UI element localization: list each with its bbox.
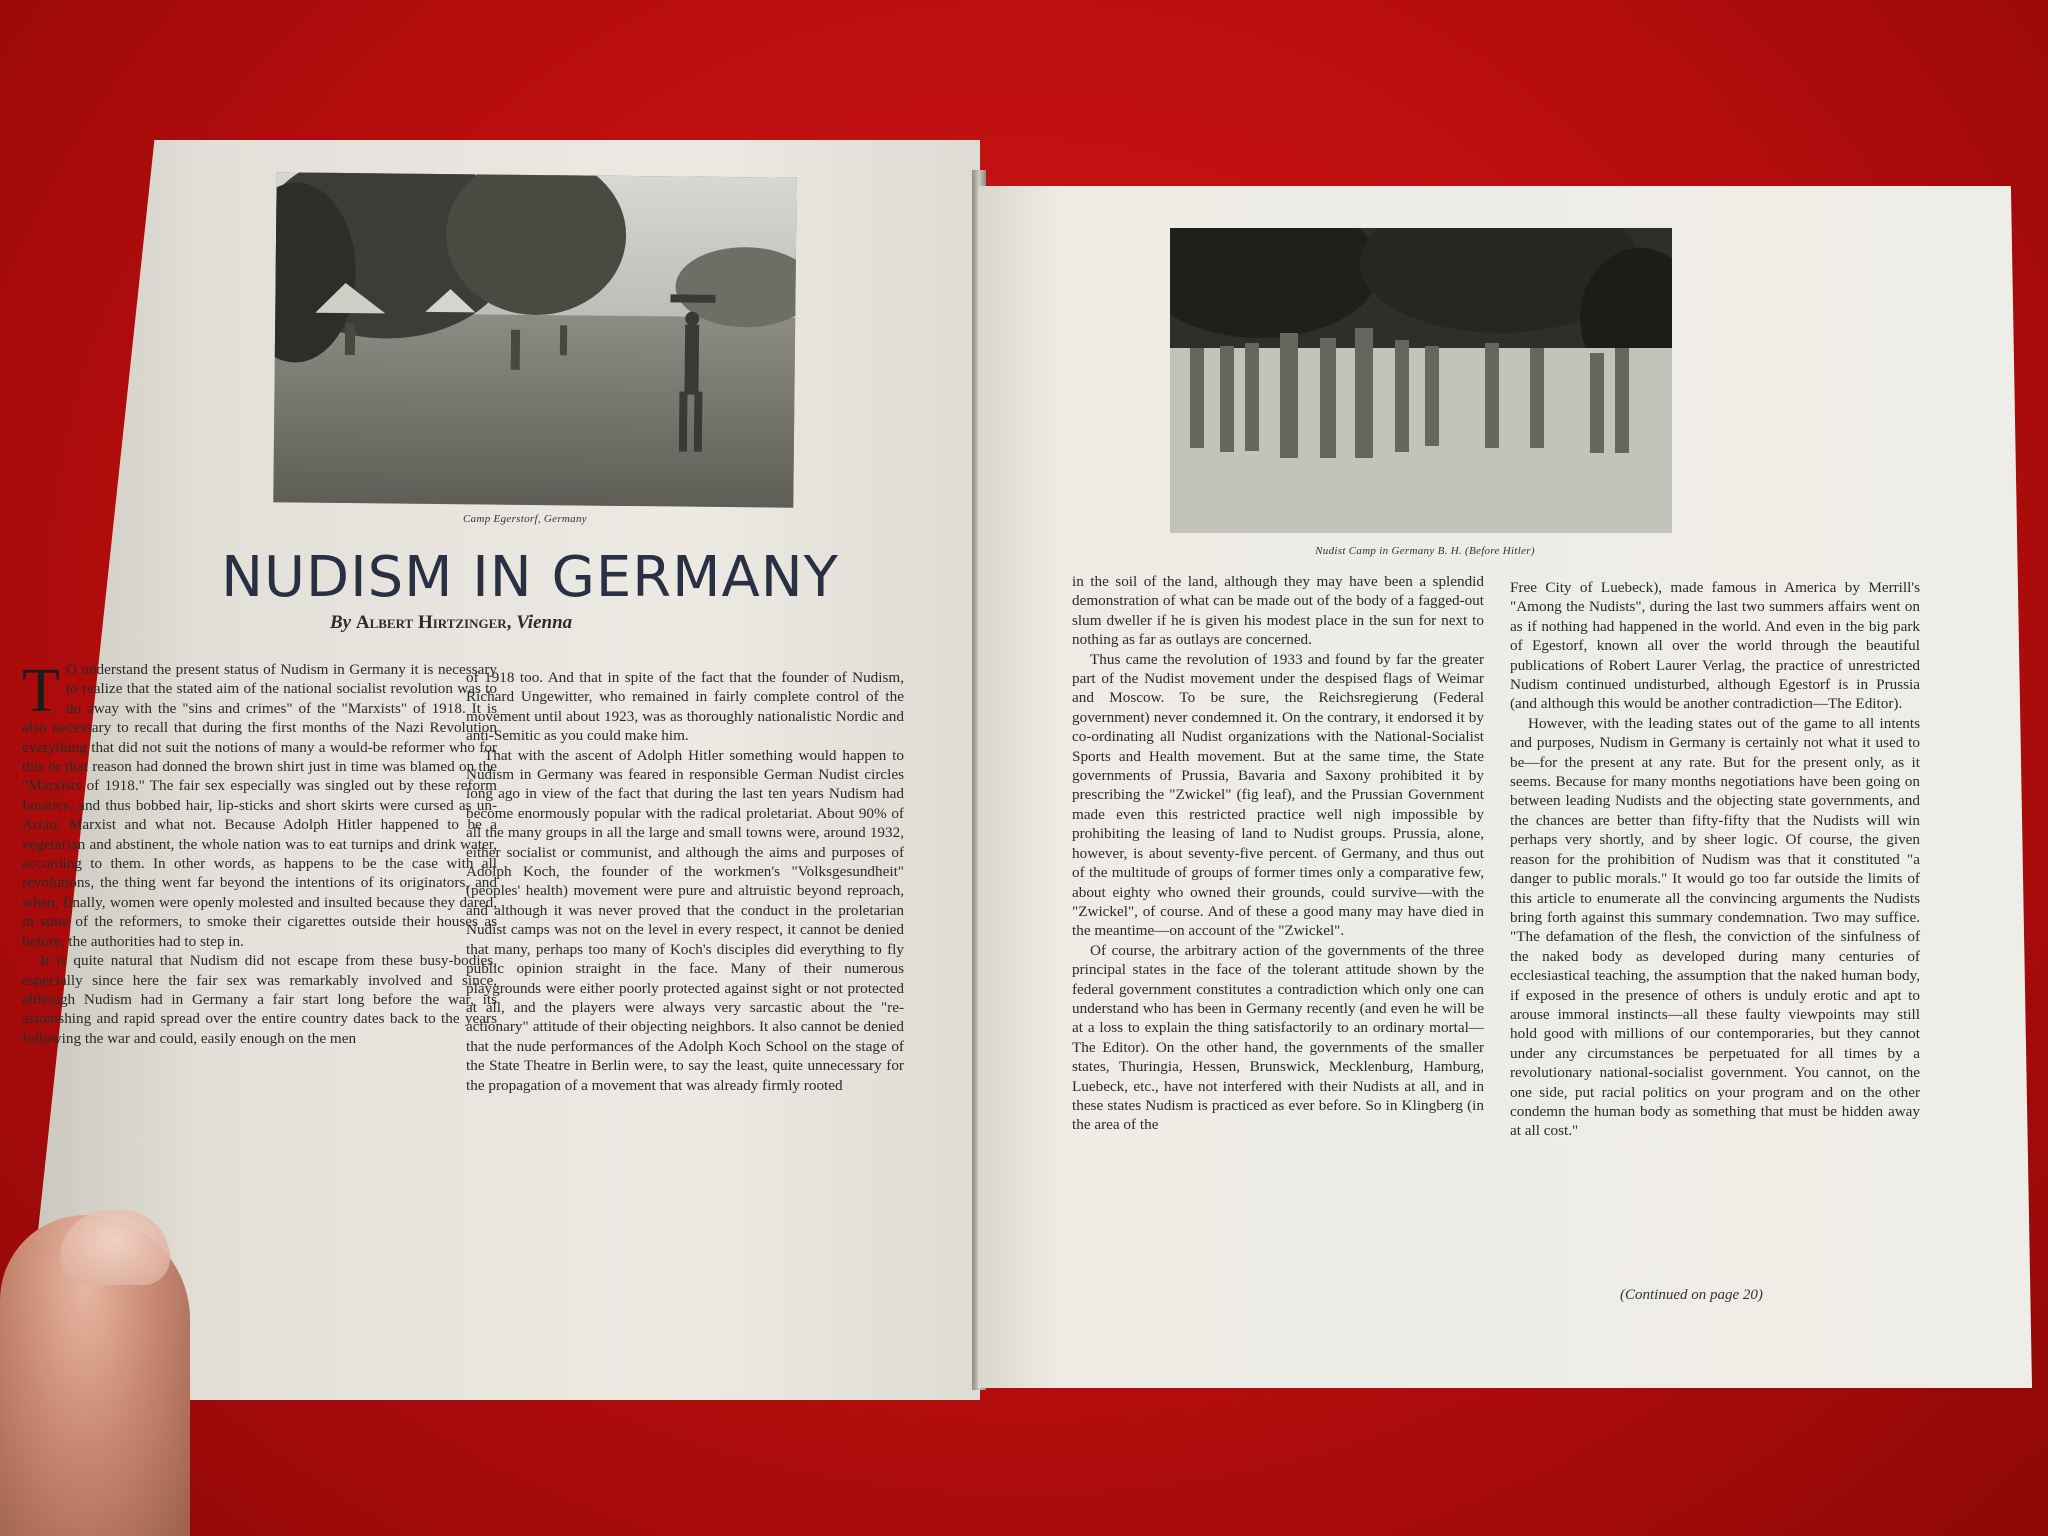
paragraph: of 1918 too. And that in spite of the fact that the founder of Nudism, Richard Ungewitter, who remained in fairly complete control of the movement until about 1923, was as thoroughly nationalistic Nordic and anti-Semitic as you could make him. <box>466 669 904 745</box>
paragraph: Of course, the arbitrary action of the governments of the three principal states in the face of the tolerant attitude shown by the federal government constitutes a contradiction which only one can understand who has been in Germany recently (and even he will be at a loss to explain the thing satisfactorily to an ordinary mortal—The Editor). On the other hand, the governments of the smaller states, Thuringia, Hessen, Brunswick, Mecklenburg, Hamburg, Luebeck, etc., have not interfered with their Nudists at all, and in these states Nudism is practiced as ever before. So in Klingberg (in the area of the <box>1072 941 1484 1134</box>
article-headline: NUDISM IN GERMANY <box>221 545 839 610</box>
continued-notice: (Continued on page 20) <box>1620 1287 1763 1303</box>
paragraph: It is quite natural that Nudism did not escape from these busy-bodies, especially since here the fair sex was remarkably involved and since, although Nudism had in Germany a fair start long before the war, its astonishing and rapid spread over the entire country dates back to the years following the war and could, easily enough on the men <box>22 952 497 1047</box>
paragraph: Free City of Luebeck), made famous in America by Merrill's "Among the Nudists", during the last two summers affairs went on as if nothing had happened in the world. And even in the big park of Egestorf, known all over the world through the beautiful publications of Robert Laurer Verlag, the practice of unrestricted Nudism continued undisturbed, although Egestorf is in Prussia (and although this would be another contradiction—The Editor). <box>1510 579 1920 713</box>
byline-author: Albert Hirtzinger, <box>355 612 512 633</box>
photo-caption-right: Nudist Camp in Germany B. H. (Before Hitler) <box>1315 545 1535 557</box>
thumbnail <box>60 1210 170 1285</box>
article-byline <box>330 612 750 634</box>
left-column-2 <box>466 668 904 1095</box>
paragraph: O understand the present status of Nudism in Germany it is necessary to realize that the stated aim of the national socialist revolution was to do away with the "sins and crimes" of the "Marxists" of 1918. It is also necessary to recall that during the first months of the Nazi Revolution everything that did not suit the notions of many a would-be reformer who for this or that reason had donned the brown shirt just in time was blamed on the "Marxists of 1918." The fair sex especially was singled out by these reform fanatics, and thus bobbed hair, lip-sticks and short skirts were cursed as un-Arian, Marxist and what not. Because Adolph Hitler happened to be a vegetarian and abstinent, the whole nation was to eat turnips and drink water, according to them. In other words, as happens to be the case with all revolutions, the thing went far beyond the intentions of its originators, and when, finally, women were openly molested and insulted because they dared, in spite of the reformers, to smoke their cigarettes outside their houses as before, the authorities had to step in. <box>22 661 497 950</box>
photo-camp-egerstorf <box>273 172 796 507</box>
drop-cap: T <box>22 657 60 725</box>
paragraph: Thus came the revolution of 1933 and found by far the greater part of the Nudist movement under the despised flags of Weimar and Moscow. To be sure, the Reichsregierung (Federal government) never condemned it. On the contrary, it endorsed it by co-ordinating all Nudist organizations with the National-Socialist Sports and Health movement. But at the same time, the State governments of Prussia, Bavaria and Saxony prohibited it by prescribing the "Zwickel" (fig leaf), and the Prussian Government made even this restricted practice well nigh impossible by prohibiting the leasing of land to Nudist groups. Prussia, alone, however, is about seventy-five percent. of Germany, and thus out of the multitude of groups of former times only a comparative few, about eighty who owned their grounds, could survive—with the "Zwickel", of course. And of these a good many may have died in the meantime—on account of the "Zwickel". <box>1072 650 1484 940</box>
left-column-1 <box>22 657 497 1048</box>
byline-place: Vienna <box>516 612 573 633</box>
photo-caption-left: Camp Egerstorf, Germany <box>463 513 587 525</box>
right-column-1 <box>1072 572 1484 1135</box>
paragraph: in the soil of the land, although they may have been a splendid demonstration of what can be made out of the body of a fagged-out slum dweller if he is given his modest place in the sun for next to nothing as far as outlays are concerned. <box>1072 573 1484 649</box>
right-column-2 <box>1510 578 1920 1141</box>
byline-prefix: By <box>330 612 352 633</box>
photo-nudist-camp-before-hitler <box>1170 228 1672 533</box>
paragraph: That with the ascent of Adolph Hitler something would happen to Nudism in Germany was feared in responsible German Nudist circles long ago in view of the fact that during the last ten years Nudism had become enormously popular with the radical proletariat. About 90% of all the many groups in all the large and small towns were, around 1932, either socialist or communist, and although the aims and purposes of Adolph Koch, the founder of the workmen's "Volksgesundheit" (peoples' health) movement were pure and altruistic beyond reproach, and although it was never proved that the conduct in the proletarian Nudist camps was not on the level in every respect, it cannot be denied that many, perhaps too many of Koch's disciples did everything to fly public opinion straight in the face. Many of their numerous playgrounds were either poorly protected against sight or not protected at all, and the players were always very sarcastic about the "re-actionary" attitude of their objecting neighbors. It also cannot be denied that the nude performances of the Adolph Koch School on the stage of the State Theatre in Berlin were, to say the least, quite unnecessary for the propagation of a movement that was already firmly rooted <box>466 746 904 1094</box>
paragraph: However, with the leading states out of the game to all intents and purposes, Nudism in Germany is certainly not what it used to be—for the present at any rate. But for the present only, as it seems. Because for many months negotiations have been going on between leading Nudists and the objecting state governments, and the chances are better than fifty-fifty that the Nudists will win perhaps very shortly, and by sheer logic. Of course, the given reason for the prohibition of Nudism was that it constituted "a danger to public morals." It would go too far outside the limits of this article to enumerate all the convincing arguments the Nudists bring forth against this summary condemnation. Two may suffice. "The defamation of the flesh, the conviction of the sinfulness of the naked body as developed during many centuries of ecclesiastical teaching, the assumption that the naked human body, if exposed in the presence of others is unduly erotic and apt to arouse immoral instincts—all these faulty viewpoints may still hold good with millions of our contemporaries, but they cannot under any circumstances be perpetuated for all times by a revolutionary national-socialist government. You cannot, on the one side, put racial politics on your program and on the other condemn the human body as something that must be hidden away at all cost." <box>1510 714 1920 1140</box>
